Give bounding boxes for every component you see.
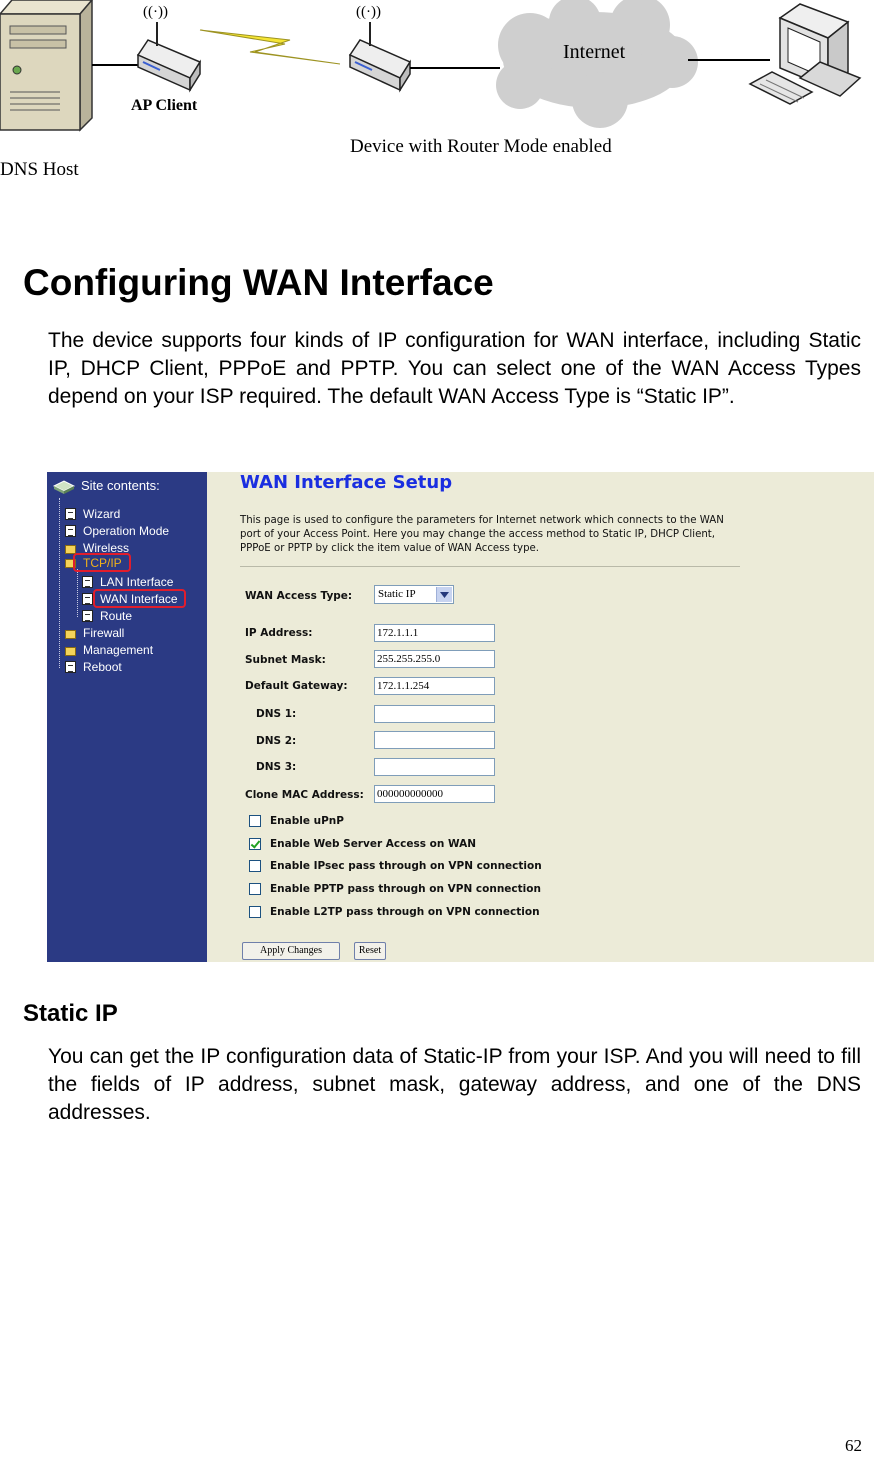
internet-label: Internet (563, 41, 626, 63)
sidebar-item-reboot[interactable] (65, 659, 122, 675)
dns1-input[interactable] (374, 705, 495, 723)
wan-setup-description: This page is used to configure the parameters for Internet network which connects to the WAN port of your Access Point. Here you may change the access method to Static IP, DHCP Client, PPPoE or PPTP by click the item value of WAN Access type. (240, 515, 724, 554)
l2tp-passthrough-checkbox[interactable] (249, 906, 261, 918)
computer-icon (750, 4, 860, 104)
wireless-link-icon (200, 30, 340, 64)
web-server-access-checkbox-row[interactable] (249, 837, 476, 851)
dns-host-label: DNS Host (0, 159, 79, 180)
ap-client-label: AP Client (131, 97, 198, 114)
router-device-icon (350, 22, 410, 90)
sidebar-item-wizard[interactable] (65, 506, 120, 522)
dns2-input[interactable] (374, 731, 495, 749)
wan-interface-highlight (93, 589, 186, 608)
sidebar-item-label: Wireless (83, 541, 130, 555)
sidebar-item-firewall[interactable] (65, 625, 124, 641)
ipsec-passthrough-checkbox[interactable] (249, 860, 261, 872)
page-icon (82, 576, 93, 588)
web-server-access-checkbox[interactable] (249, 838, 261, 850)
network-diagram-art (0, 0, 874, 190)
server-icon (0, 0, 92, 130)
default-gateway-label: Default Gateway: (245, 680, 348, 692)
router-wifi-glyph: ((·)) (356, 4, 381, 20)
sidebar-item-label: Route (100, 609, 133, 623)
upnp-checkbox[interactable] (249, 815, 261, 827)
l2tp-passthrough-checkbox-row[interactable] (249, 905, 540, 919)
clone-mac-label: Clone MAC Address: (245, 789, 364, 801)
clone-mac-input[interactable]: 000000000000 (374, 785, 495, 803)
default-gateway-input[interactable]: 172.1.1.254 (374, 677, 495, 695)
dns2-label: DNS 2: (256, 735, 297, 747)
network-diagram (0, 0, 874, 190)
sidebar-item-label: Reboot (83, 660, 122, 674)
static-ip-heading: Static IP (23, 1000, 118, 1027)
ipsec-passthrough-checkbox-row[interactable] (249, 859, 542, 873)
sidebar-item-label: Management (83, 643, 154, 657)
checkbox-label: Enable Web Server Access on WAN (270, 838, 477, 850)
internet-cloud-icon (496, 0, 698, 128)
ap-wifi-glyph: ((·)) (143, 4, 168, 20)
sidebar-item-label: Firewall (83, 626, 125, 640)
wan-access-type-select[interactable] (374, 585, 454, 604)
wan-access-type-label: WAN Access Type: (245, 590, 353, 602)
static-ip-paragraph: You can get the IP configuration data of Static-IP from your ISP. And you will need to fill the fields of IP address, subnet mask, gateway address, and one of the DNS addresses. (48, 1045, 861, 1124)
subnet-mask-label: Subnet Mask: (245, 654, 326, 666)
tree-connector (77, 569, 78, 617)
sidebar-item-label: Wizard (83, 507, 121, 521)
folder-icon (65, 647, 76, 656)
sidebar-item-label: Operation Mode (83, 524, 170, 538)
folder-icon (65, 630, 76, 639)
pptp-passthrough-checkbox[interactable] (249, 883, 261, 895)
page-icon (65, 508, 76, 520)
page-icon (82, 593, 93, 605)
page-number: 62 (845, 1436, 862, 1455)
checkbox-label: Enable uPnP (270, 815, 344, 827)
router-mode-label: Device with Router Mode enabled (350, 136, 612, 157)
folder-icon (65, 545, 76, 554)
sidebar-item-label: LAN Interface (100, 575, 174, 589)
pptp-passthrough-checkbox-row[interactable] (249, 882, 541, 896)
tcp-ip-highlight (73, 553, 131, 572)
ap-client-device-icon (138, 22, 200, 90)
dns3-label: DNS 3: (256, 761, 297, 773)
divider (240, 566, 740, 567)
sidebar-item-label: TCP/IP (83, 556, 122, 570)
dns1-label: DNS 1: (256, 708, 297, 720)
dns3-input[interactable] (374, 758, 495, 776)
upnp-checkbox-row[interactable] (249, 814, 344, 828)
intro-paragraph: The device supports four kinds of IP configuration for WAN interface, including Static IP, DHCP Client, PPPoE and PPTP. You can select one of the WAN Access Types depend on your ISP required. The default WAN Access Type is “Static IP”. (48, 329, 861, 408)
sidebar-item-management[interactable] (65, 642, 153, 658)
checkbox-label: Enable PPTP pass through on VPN connection (270, 883, 541, 895)
apply-changes-button[interactable]: Apply Changes (242, 942, 340, 960)
wan-access-type-value: Static IP (378, 588, 416, 600)
wan-setup-title: WAN Interface Setup (240, 472, 453, 493)
sidebar-item-label: WAN Interface (100, 592, 178, 606)
section-heading: Configuring WAN Interface (23, 262, 494, 303)
sidebar-item-route[interactable] (82, 608, 132, 624)
ip-address-label: IP Address: (245, 627, 313, 639)
sidebar-item-operation-mode[interactable] (65, 523, 169, 539)
page-icon (65, 661, 76, 673)
tree-connector (59, 498, 60, 668)
page-icon (65, 525, 76, 537)
checkbox-label: Enable L2TP pass through on VPN connection (270, 906, 540, 918)
wan-setup-screenshot (47, 472, 874, 962)
checkbox-label: Enable IPsec pass through on VPN connection (270, 860, 542, 872)
page-icon (82, 610, 93, 622)
site-contents-sidebar (47, 472, 207, 962)
site-contents-icon (53, 480, 75, 494)
site-contents-title: Site contents: (81, 478, 160, 493)
subnet-mask-input[interactable]: 255.255.255.0 (374, 650, 495, 668)
reset-button[interactable]: Reset (354, 942, 386, 960)
sidebar-item-lan-interface[interactable] (82, 574, 173, 590)
ip-address-input[interactable]: 172.1.1.1 (374, 624, 495, 642)
chevron-down-icon[interactable] (436, 587, 452, 602)
wan-setup-form (207, 472, 874, 962)
